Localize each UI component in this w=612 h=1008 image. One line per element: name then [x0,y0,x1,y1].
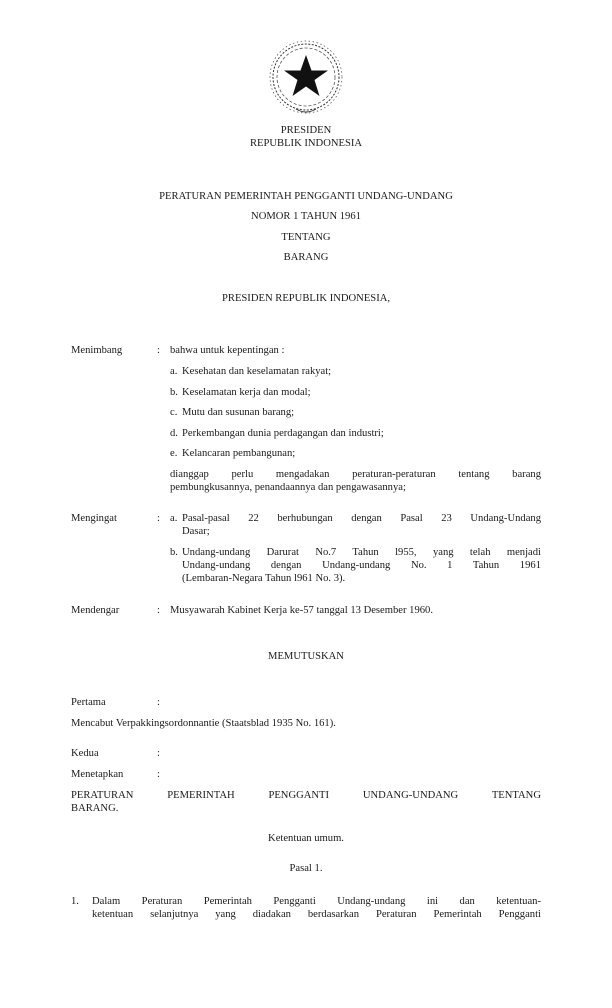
item-text: Mutu dan susunan barang; [182,407,295,418]
title-line-3: TENTANG [281,232,331,243]
mengingat-colon: : [157,513,160,524]
title-line-1: PERATURAN PEMERINTAH PENGGANTI UNDANG-UNDANG [159,191,453,202]
pertama-colon: : [157,697,160,708]
preamble: PRESIDEN REPUBLIK INDONESIA, [221,293,391,304]
menetapkan-line-1: PERATURAN PEMERINTAH PENGGANTI UNDANG-UNDANG TENTANG [71,790,541,801]
title-line-2: NOMOR 1 TAHUN 1961 [251,211,361,222]
item-text-line-1: Dalam Peraturan Pemerintah Pengganti Undang-undang ini dan ketentuan- [92,896,541,907]
pertama-label: Pertama [71,697,106,708]
menimbang-closing-line-1: dianggap perlu mengadakan peraturan-peraturan tentang barang [170,469,541,480]
title-line-4: BARANG [283,252,329,263]
item-marker: a. [170,366,178,377]
item-text: Perkembangan dunia perdagangan dan industri; [182,428,384,439]
item-text-line-2: Undang-undang dengan Undang-undang No. 1 Tahun 1961 [182,560,541,571]
mengingat-label: Mengingat [71,513,117,524]
menetapkan-line-2: BARANG. [71,803,119,814]
menetapkan-label: Menetapkan [71,769,124,780]
kedua-colon: : [157,748,160,759]
item-text: Kesehatan dan keselamatan rakyat; [182,366,332,377]
menetapkan-colon: : [157,769,160,780]
kedua-label: Kedua [71,748,99,759]
item-marker: d. [170,428,178,439]
item-text: Kelancaran pembangunan; [182,448,296,459]
item-text-line-2: ketentuan selanjutnya yang diadakan berdasarkan Peraturan Pemerintah Pengganti [92,909,541,920]
pertama-text: Mencabut Verpakkingsordonnantie (Staatsblad 1935 No. 161). [71,718,336,729]
memutuskan-heading: MEMUTUSKAN [268,651,344,662]
header-republik-indonesia: REPUBLIK INDONESIA [249,138,363,149]
item-text-line-1: Undang-undang Darurat No.7 Tahun l955, yang telah menjadi [182,547,541,558]
item-marker: b. [170,387,178,398]
item-text-line-3: (Lembaran-Negara Tahun l961 No. 3). [182,573,346,584]
menimbang-intro: bahwa untuk kepentingan : [170,345,285,356]
item-marker: b. [170,547,178,558]
garuda-star-emblem-icon [266,37,346,117]
item-text-line-1: Pasal-pasal 22 berhubungan dengan Pasal 23 Undang-Undang [182,513,541,524]
item-marker: e. [170,448,178,459]
pasal-heading: Pasal 1. [289,863,323,874]
menimbang-closing-line-2: pembungkusannya, penandaannya dan pengawasannya; [170,482,406,493]
section-heading: Ketentuan umum. [268,833,344,844]
item-marker: a. [170,513,178,524]
item-text-line-2: Dasar; [182,526,210,537]
item-marker: 1. [71,896,79,907]
mendengar-colon: : [157,605,160,616]
header-presiden: PRESIDEN [280,125,332,136]
menimbang-colon: : [157,345,160,356]
mendengar-label: Mendengar [71,605,120,616]
mendengar-text: Musyawarah Kabinet Kerja ke-57 tanggal 13 Desember 1960. [170,605,433,616]
menimbang-label: Menimbang [71,345,123,356]
item-marker: c. [170,407,178,418]
item-text: Keselamatan kerja dan modal; [182,387,311,398]
